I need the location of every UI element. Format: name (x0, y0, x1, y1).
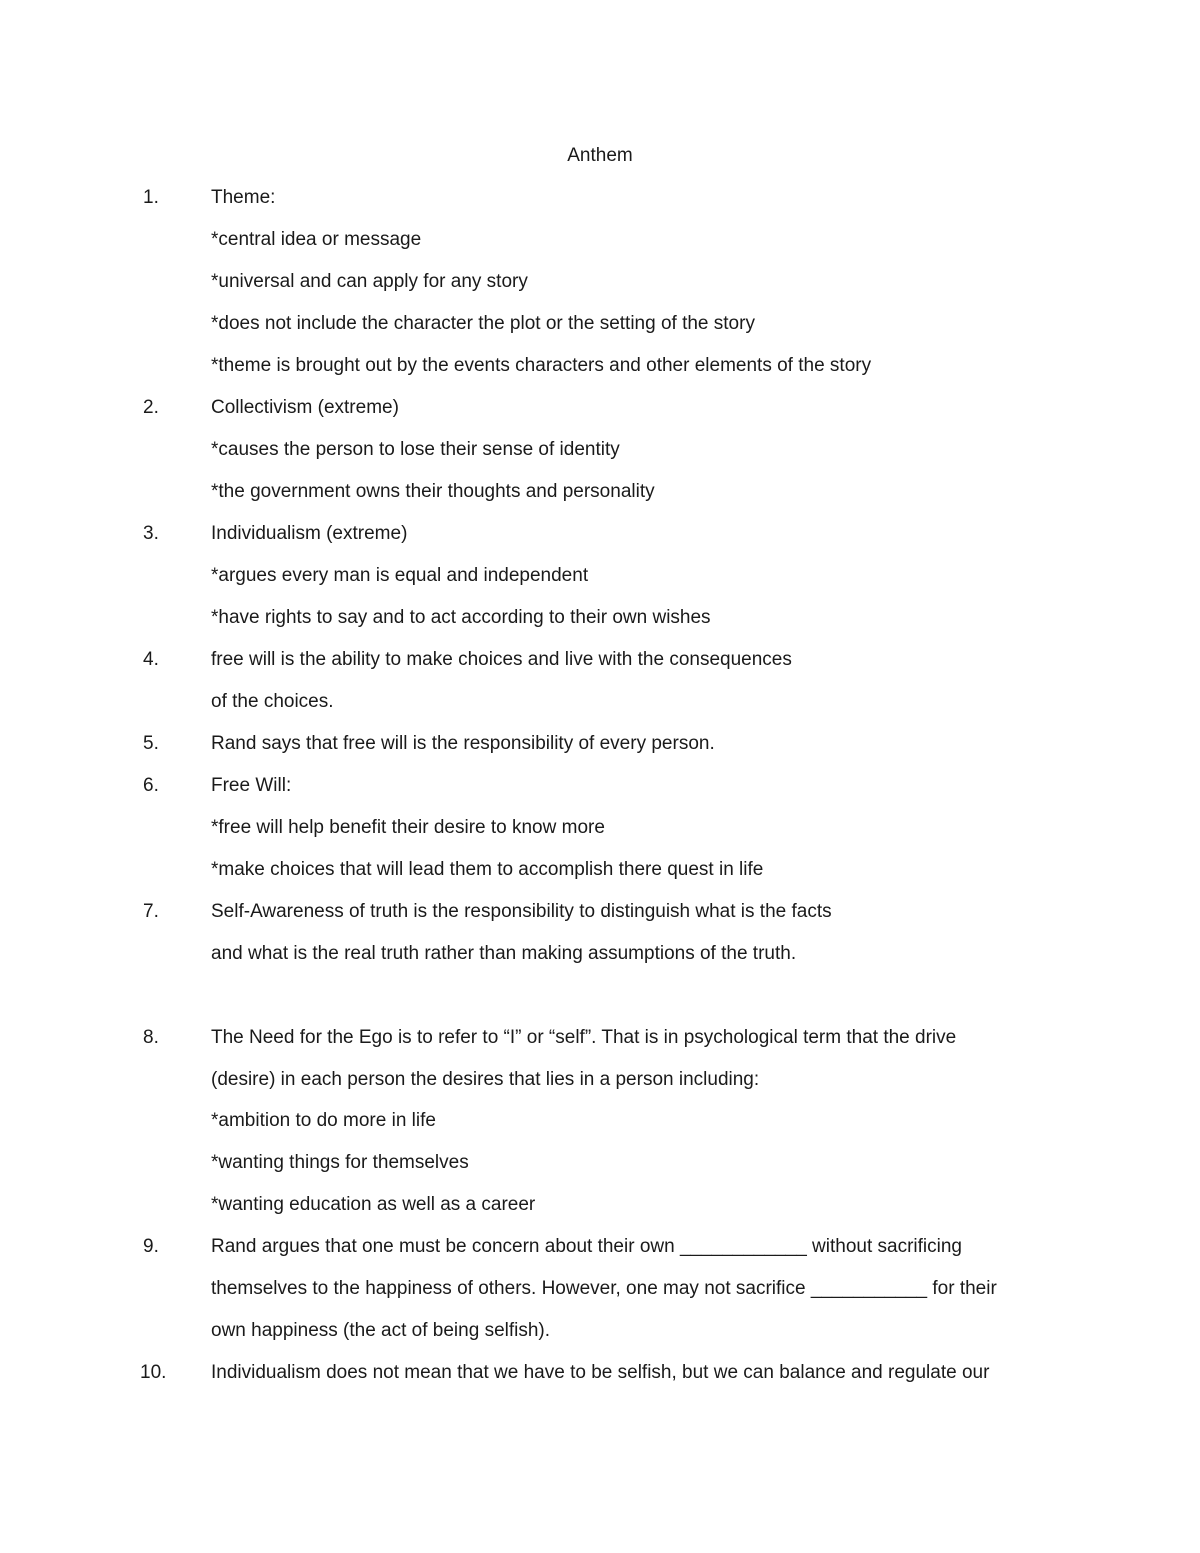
item-text: The Need for the Ego is to refer to “I” or “self”. That is in psychological term that the drive (211, 1027, 957, 1048)
item-number: 3. (143, 523, 159, 544)
item-number: 6. (143, 775, 159, 796)
item-number: 4. (143, 649, 159, 670)
bullet-line: *universal and can apply for any story (211, 271, 528, 292)
item-text-continued: themselves to the happiness of others. However, one may not sacrifice ___________ for their (211, 1278, 997, 1299)
bullet-line: *does not include the character the plot or the setting of the story (211, 313, 755, 334)
bullet-line: *make choices that will lead them to accomplish there quest in life (211, 859, 764, 880)
item-text: Self-Awareness of truth is the responsibility to distinguish what is the facts (211, 901, 832, 922)
item-number: 7. (143, 901, 159, 922)
item-heading: Collectivism (extreme) (211, 397, 399, 418)
item-heading: Free Will: (211, 775, 292, 796)
item-text: free will is the ability to make choices and live with the consequences (211, 649, 792, 670)
bullet-line: *wanting education as well as a career (211, 1194, 536, 1215)
item-text: Rand says that free will is the responsibility of every person. (211, 733, 715, 754)
item-number: 1. (143, 187, 159, 208)
bullet-line: *argues every man is equal and independent (211, 565, 589, 586)
item-number: 10. (140, 1362, 167, 1383)
item-number: 9. (143, 1236, 159, 1257)
bullet-line: *wanting things for themselves (211, 1152, 469, 1173)
item-text-continued: (desire) in each person the desires that lies in a person including: (211, 1069, 760, 1090)
item-number: 2. (143, 397, 159, 418)
bullet-line: *ambition to do more in life (211, 1110, 436, 1131)
bullet-line: *have rights to say and to act according to their own wishes (211, 607, 711, 628)
item-text-continued: and what is the real truth rather than making assumptions of the truth. (211, 943, 797, 964)
document-title: Anthem (567, 145, 633, 166)
bullet-line: *central idea or message (211, 229, 422, 250)
item-text-continued: of the choices. (211, 691, 334, 712)
item-text-continued: own happiness (the act of being selfish). (211, 1320, 551, 1341)
item-heading: Individualism (extreme) (211, 523, 408, 544)
bullet-line: *theme is brought out by the events characters and other elements of the story (211, 355, 872, 376)
bullet-line: *causes the person to lose their sense of identity (211, 439, 620, 460)
item-heading: Theme: (211, 187, 276, 208)
item-text: Rand argues that one must be concern about their own ____________ without sacrificing (211, 1236, 962, 1257)
item-number: 5. (143, 733, 159, 754)
item-text: Individualism does not mean that we have to be selfish, but we can balance and regulate our (211, 1362, 990, 1383)
bullet-line: *the government owns their thoughts and personality (211, 481, 655, 502)
item-number: 8. (143, 1027, 159, 1048)
bullet-line: *free will help benefit their desire to know more (211, 817, 605, 838)
